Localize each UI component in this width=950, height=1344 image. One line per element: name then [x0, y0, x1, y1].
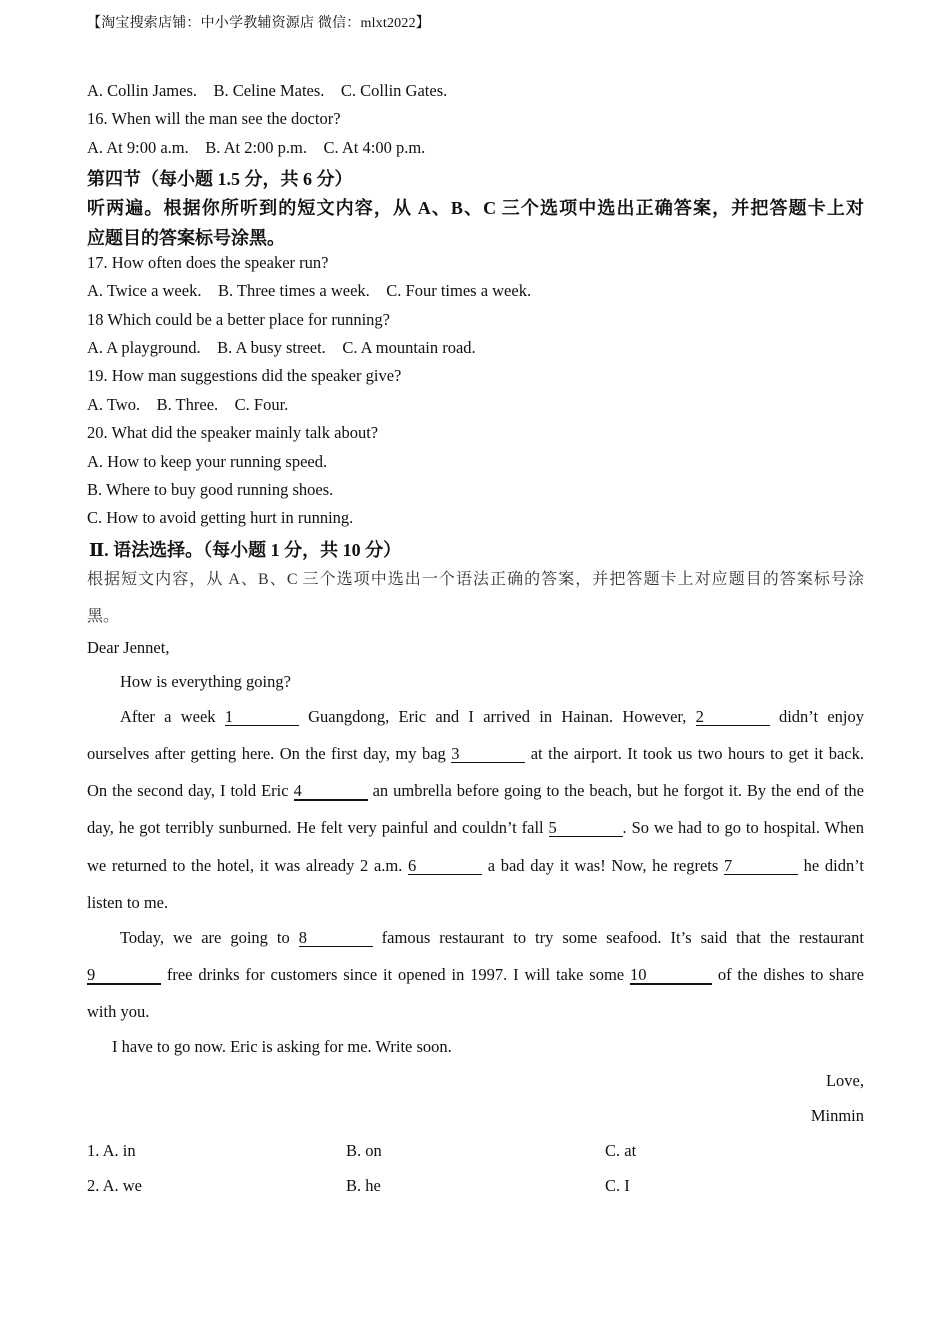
q20-option-c: C. How to avoid getting hurt in running.	[87, 508, 354, 527]
letter-paragraph-1: How is everything going?	[120, 672, 291, 691]
q20-question: 20. What did the speaker mainly talk about?	[87, 423, 379, 442]
letter-p2-line4: day, he got terribly sunburned. He felt very painful and couldn’t fall 5 . So we had to go to hospital. When	[87, 818, 864, 837]
letter-p3-line3: with you.	[87, 1002, 150, 1021]
q18-option-a: A. A playground.	[87, 338, 201, 357]
option-1a: 1. A. in	[87, 1141, 136, 1160]
q15-option-a: A. Collin James.	[87, 81, 197, 100]
letter-p2-line3: On the second day, I told Eric 4 an umbrella before going to the beach, but he forgot it. By the end of the	[87, 781, 865, 800]
q16-options	[87, 138, 425, 158]
letter-p2-line5: we returned to the hotel, it was already 2 a.m. 6 a bad day it was! Now, he regrets 7 he didn’t	[87, 856, 864, 875]
section4-instruction-line1: 听两遍。根据你所听到的短文内容，从 A、B、C 三个选项中选出正确答案，并把答题卡上对	[87, 198, 864, 218]
letter-paragraph-4: I have to go now. Eric is asking for me. Write soon.	[112, 1037, 452, 1056]
q15-option-b: B. Celine Mates.	[213, 81, 325, 100]
q18-options	[87, 338, 476, 358]
blank-4: 4	[294, 783, 368, 801]
section4-title: 第四节（每小题 1.5 分，共 6 分）	[87, 169, 353, 189]
blank-6: 6	[408, 858, 482, 875]
blank-2: 2	[696, 709, 770, 726]
option-2b: B. he	[346, 1176, 381, 1195]
letter-p2-line6: listen to me.	[87, 893, 169, 912]
section4-instruction-line2: 应题目的答案标号涂黑。	[87, 228, 285, 248]
blank-10: 10	[630, 967, 712, 985]
q18-option-b: B. A busy street.	[217, 338, 326, 357]
q19-option-c: C. Four.	[234, 395, 289, 414]
letter-p3-line2: 9 free drinks for customers since it opened in 1997. I will take some 10 of the dishes to share	[87, 965, 864, 984]
blank-8: 8	[299, 930, 373, 947]
letter-p2-line1: After a week 1 Guangdong, Eric and I arrived in Hainan. However, 2 didn’t enjoy	[120, 707, 865, 726]
q17-option-c: C. Four times a week.	[386, 281, 532, 300]
letter-signature: Minmin	[810, 1106, 864, 1125]
q15-options	[87, 81, 447, 101]
q17-question: 17. How often does the speaker run?	[87, 253, 329, 272]
letter-closing: Love,	[825, 1071, 864, 1090]
option-2a: 2. A. we	[87, 1176, 142, 1195]
option-2c: C. I	[605, 1176, 630, 1195]
page-header: 【淘宝搜索店铺：中小学教辅资源店 微信：mlxt2022】	[87, 16, 430, 31]
blank-1: 1	[225, 709, 299, 726]
q19-question: 19. How man suggestions did the speaker give?	[87, 366, 402, 385]
q20-option-b: B. Where to buy good running shoes.	[87, 480, 334, 499]
blank-7: 7	[724, 858, 798, 875]
part2-instruction-line1: 根据短文内容，从 A、B、C 三个选项中选出一个语法正确的答案，并把答题卡上对应题目的答案标号涂	[87, 571, 864, 588]
q17-options	[87, 281, 531, 301]
q17-option-b: B. Three times a week.	[217, 281, 370, 300]
q19-option-a: A. Two.	[87, 395, 141, 414]
q15-option-c: C. Collin Gates.	[340, 81, 448, 100]
q19-option-b: B. Three.	[156, 395, 219, 414]
option-1c: C. at	[605, 1141, 637, 1160]
q18-question: 18 Which could be a better place for running?	[87, 310, 390, 329]
q16-option-a: A. At 9:00 a.m.	[87, 138, 189, 157]
blank-9: 9	[87, 967, 161, 985]
q20-option-a: A. How to keep your running speed.	[87, 452, 328, 471]
part2-instruction-line2: 黑。	[87, 608, 120, 625]
letter-greeting: Dear Jennet,	[87, 638, 170, 657]
blank-3: 3	[451, 746, 525, 763]
option-1b: B. on	[346, 1141, 382, 1160]
q16-option-c: C. At 4:00 p.m.	[323, 138, 426, 157]
part2-title: Ⅱ. 语法选择。（每小题 1 分，共 10 分）	[89, 540, 402, 560]
q16-option-b: B. At 2:00 p.m.	[205, 138, 308, 157]
letter-p2-line2: ourselves after getting here. On the first day, my bag 3 at the airport. It took us two hours to get it back.	[87, 744, 864, 763]
q17-option-a: A. Twice a week.	[87, 281, 202, 300]
q19-options	[87, 395, 288, 415]
letter-p3-line1: Today, we are going to 8 famous restaurant to try some seafood. It’s said that the restaurant	[120, 928, 865, 947]
q16-question: 16. When will the man see the doctor?	[87, 109, 341, 128]
blank-5: 5	[549, 820, 623, 837]
q18-option-c: C. A mountain road.	[342, 338, 476, 357]
